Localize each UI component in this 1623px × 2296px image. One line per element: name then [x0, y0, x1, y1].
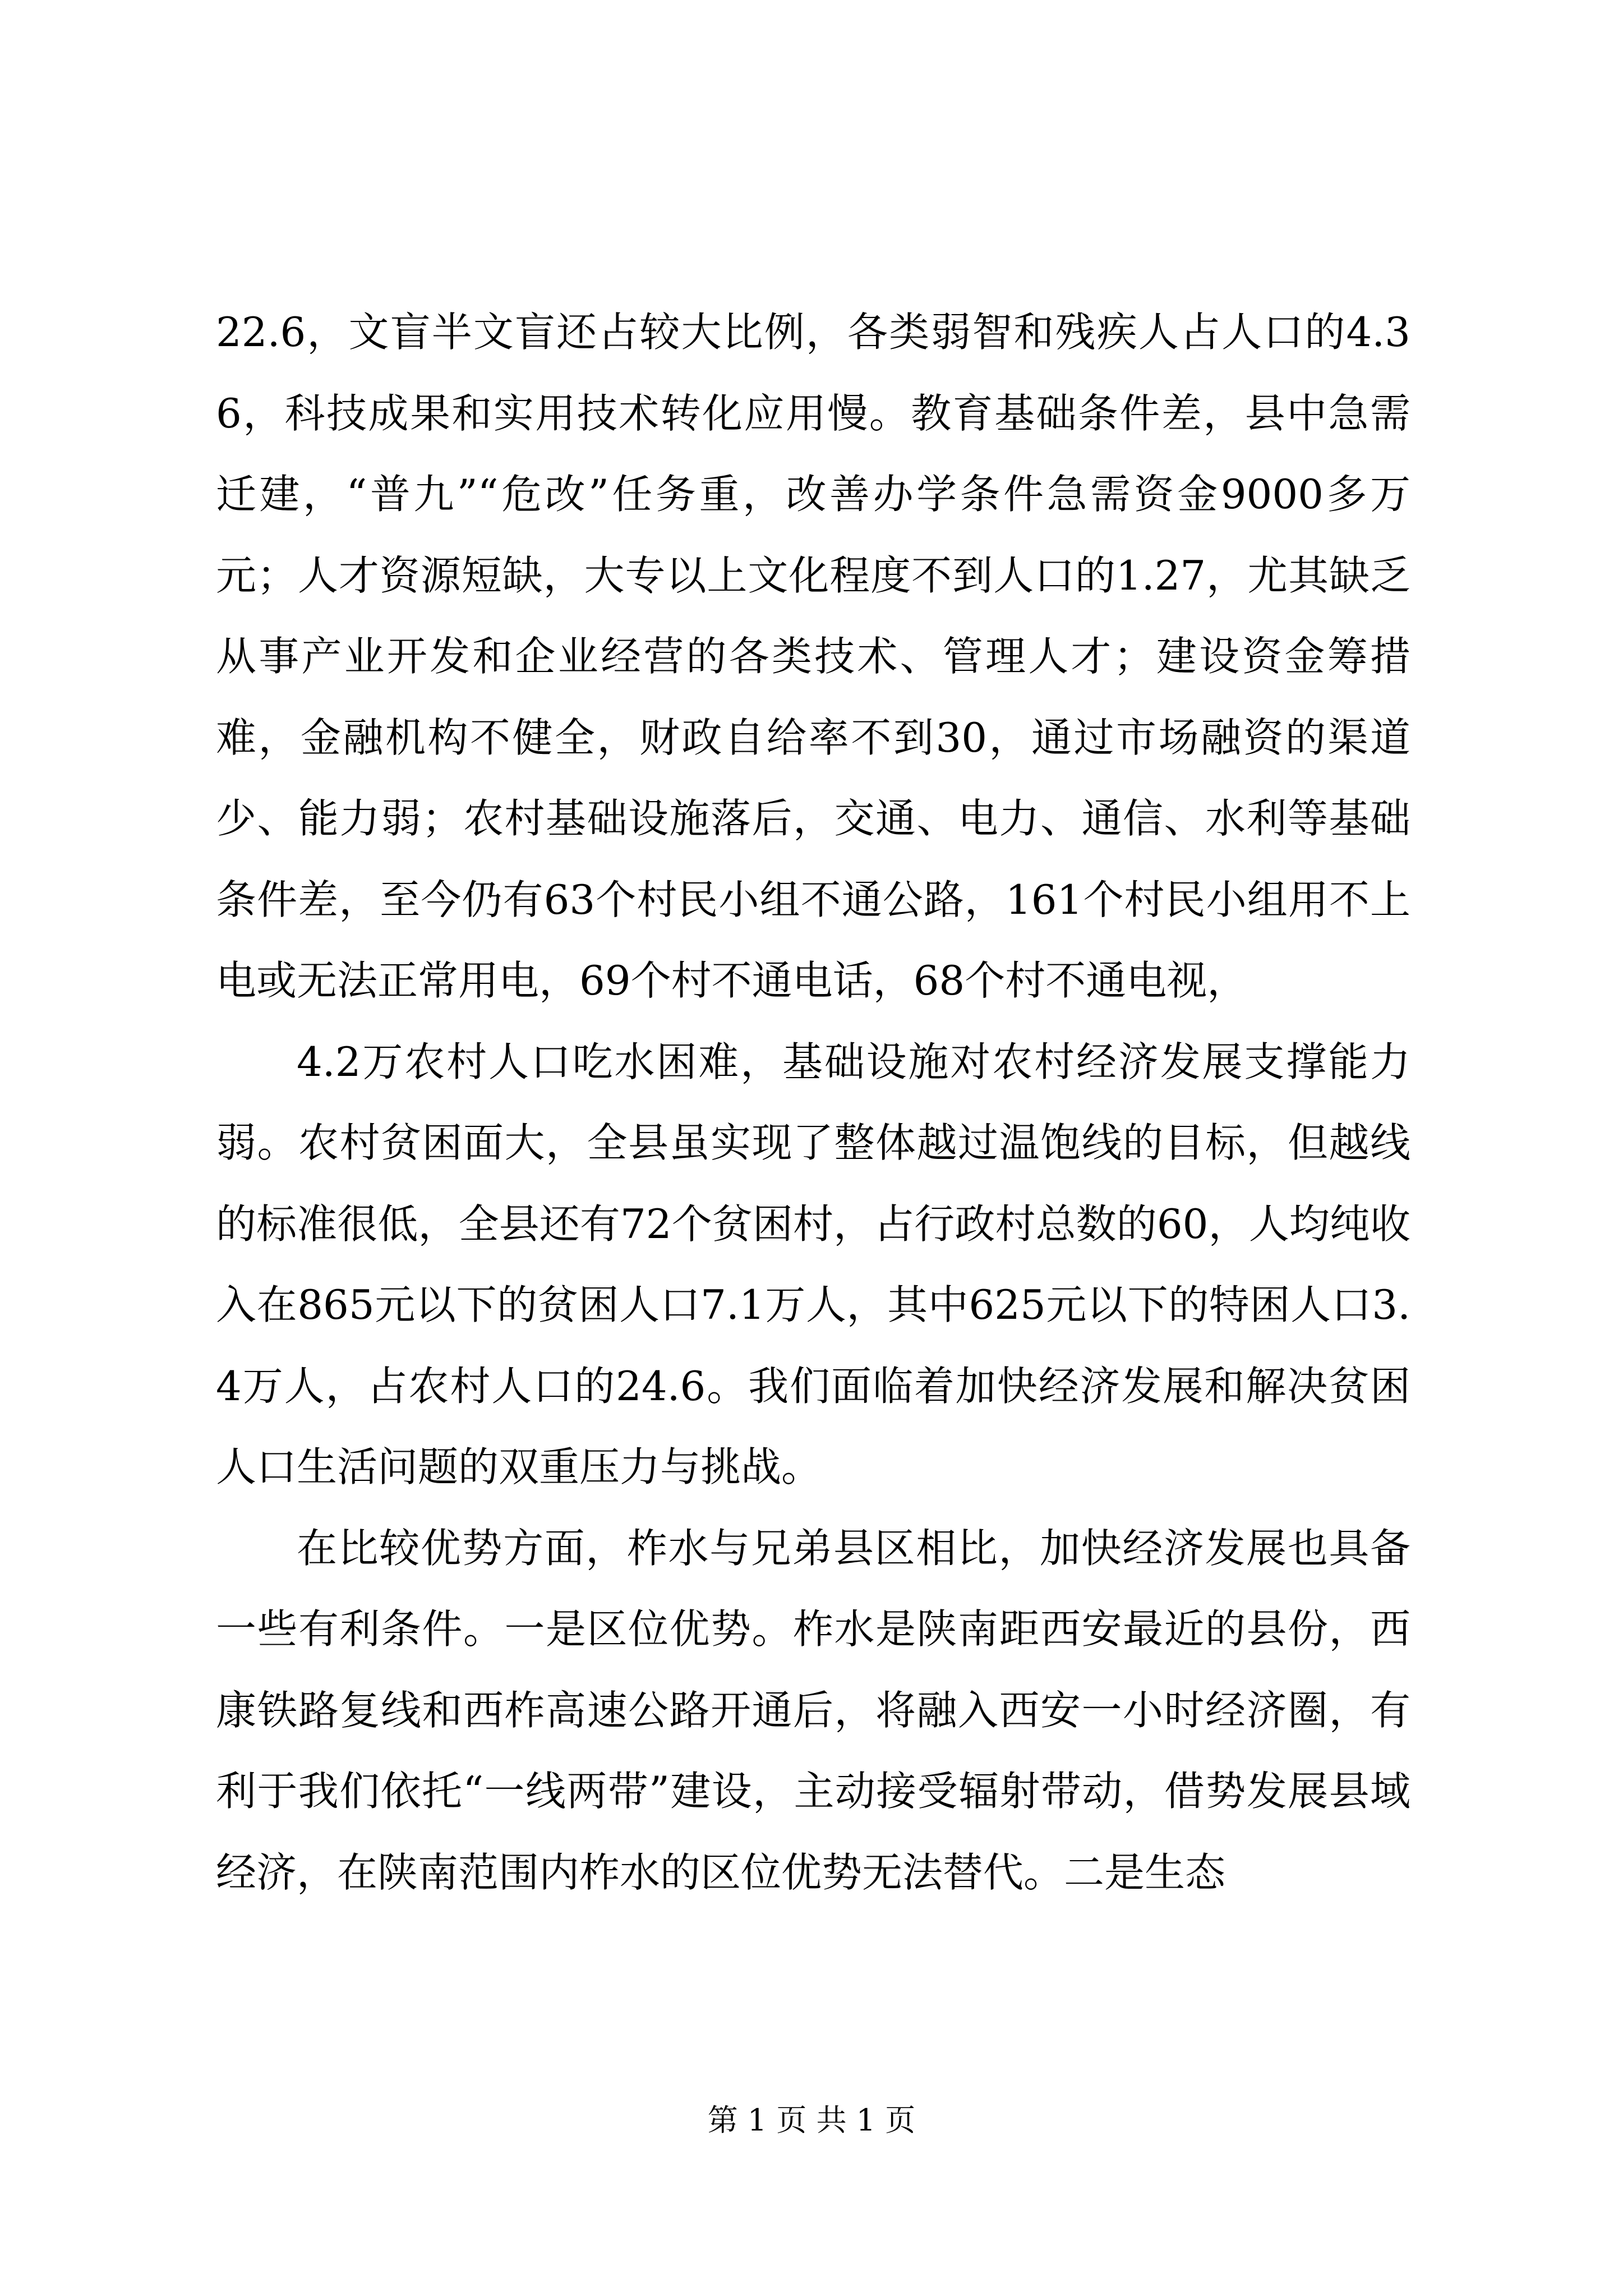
paragraph-1: 22.6，文盲半文盲还占较大比例，各类弱智和残疾人占人口的4.36，科技成果和实用技术转化应用慢。教育基础条件差，县中急需迁建，“普九”“危改”任务重，改善办学条件急需资金9000多万元；人才资源短缺，大专以上文化程度不到人口的1.27，尤其缺乏从事产业开发和企业经营的各类技术、管理人才；建设资金筹措难，金融机构不健全，财政自给率不到30，通过市场融资的渠道少、能力弱；农村基础设施落后，交通、电力、通信、水利等基础条件差，至今仍有63个村民小组不通公路，161个村民小组用不上电或无法正常用电，69个村不通电话，68个村不通电视，	[216, 309, 1410, 1004]
document-body	[216, 292, 1410, 1913]
page-footer: 第 1 页 共 1 页	[707, 2102, 916, 2138]
paragraph-2: 4.2万农村人口吃水困难，基础设施对农村经济发展支撑能力弱。农村贫困面大，全县虽实现了整体越过温饱线的目标，但越线的标准很低，全县还有72个贫困村，占行政村总数的60，人均纯收入在865元以下的贫困人口7.1万人，其中625元以下的特困人口3.4万人，占农村人口的24.6。我们面临着加快经济发展和解决贫困人口生活问题的双重压力与挑战。	[216, 1038, 1410, 1490]
paragraph-3: 在比较优势方面，柞水与兄弟县区相比，加快经济发展也具备一些有利条件。一是区位优势。柞水是陕南距西安最近的县份，西康铁路复线和西柞高速公路开通后，将融入西安一小时经济圈，有利于我们依托“一线两带”建设，主动接受辐射带动，借势发展县域经济，在陕南范围内柞水的区位优势无法替代。二是生态	[216, 1524, 1410, 1896]
